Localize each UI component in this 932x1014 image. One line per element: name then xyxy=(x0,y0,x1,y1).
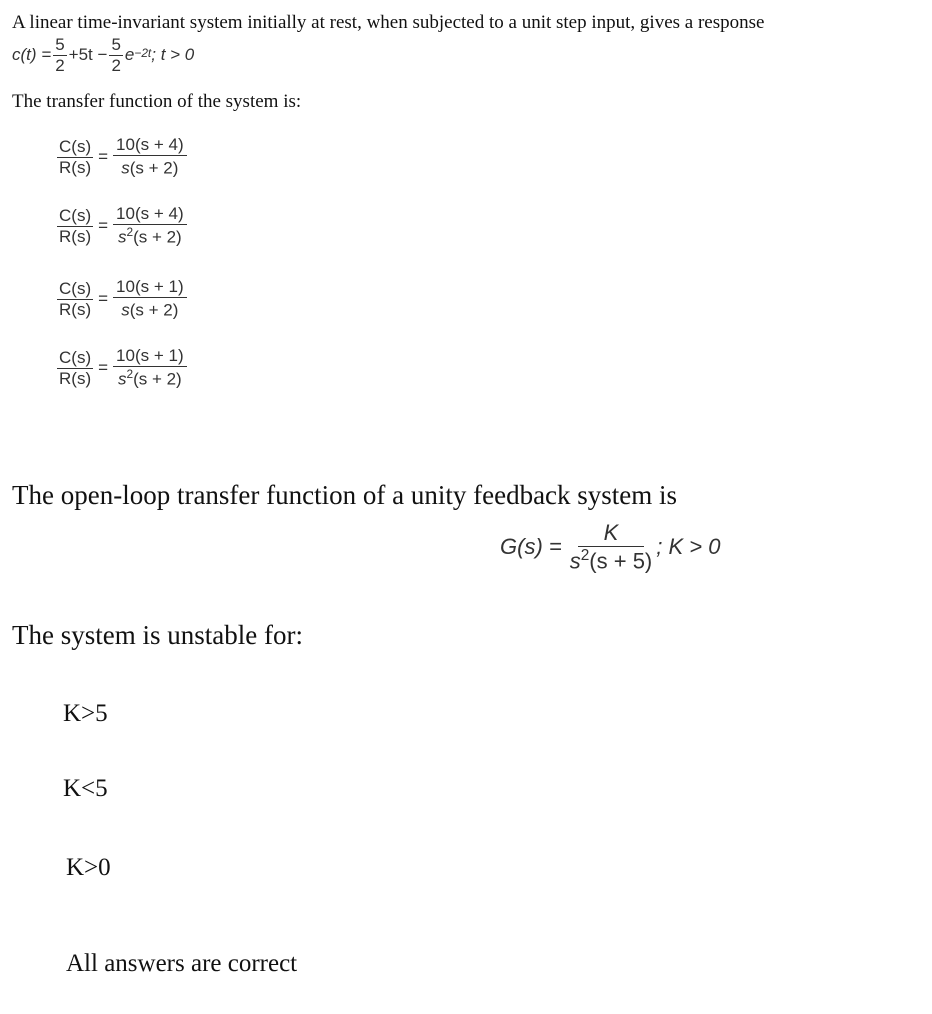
option-1-rhs-numerator: 10(s + 4) xyxy=(113,136,187,156)
gs-lhs: G(s) = xyxy=(500,534,562,559)
question2-prompt: The system is unstable for: xyxy=(12,620,303,650)
option-3-lhs-denominator: R(s) xyxy=(59,299,92,319)
option-3-rhs-numerator: 10(s + 1) xyxy=(113,278,187,298)
question1-stem: A linear time-invariant system initially at rest, when subjected to a unit step input, gives a response xyxy=(12,12,765,33)
option-2-rhs-denominator: $s^2(s + 2)$ xyxy=(117,225,182,247)
response-fraction-1 xyxy=(53,36,66,75)
option-3-rhs-denominator: s(s + 2) xyxy=(121,300,179,320)
answer-option-4[interactable] xyxy=(55,343,189,393)
option-4-lhs-denominator: R(s) xyxy=(59,368,92,388)
option-3-rhs xyxy=(113,278,187,319)
response-lhs: c(t) = xyxy=(12,45,52,64)
answer-option-2[interactable] xyxy=(55,201,189,251)
option-1-lhs xyxy=(57,138,93,177)
fraction-1-numerator: 5 xyxy=(55,34,65,54)
option-2-equals: = xyxy=(98,216,109,235)
fraction-2-denominator: 2 xyxy=(111,55,121,75)
exponential-base: e xyxy=(124,45,135,64)
option-1-rhs-denominator: s(s + 2) xyxy=(121,158,179,178)
fraction-1-denominator: 2 xyxy=(55,55,65,75)
option-2-lhs-denominator: R(s) xyxy=(59,226,92,246)
response-condition: ; t > 0 xyxy=(151,45,195,64)
option-1-lhs-numerator: C(s) xyxy=(59,136,92,156)
option-1-equals: = xyxy=(98,147,109,166)
option-3-lhs-numerator: C(s) xyxy=(59,278,92,298)
option-1-lhs-denominator: R(s) xyxy=(59,157,92,177)
open-loop-transfer-function xyxy=(500,514,720,580)
answer-choice-2[interactable]: K<5 xyxy=(63,775,108,802)
option-2-rhs xyxy=(113,205,187,246)
option-4-rhs xyxy=(113,347,187,388)
option-4-rhs-numerator: 10(s + 1) xyxy=(113,347,187,367)
response-middle-term: +5t − xyxy=(68,45,108,64)
option-4-lhs-numerator: C(s) xyxy=(59,347,92,367)
option-2-lhs-numerator: C(s) xyxy=(59,205,92,225)
answer-choice-1[interactable]: K>5 xyxy=(63,700,108,727)
gs-fraction xyxy=(568,521,655,573)
option-2-rhs-numerator: 10(s + 4) xyxy=(113,205,187,225)
option-4-rhs-denominator: $s^2(s + 2)$ xyxy=(117,367,182,389)
option-4-equals: = xyxy=(98,358,109,377)
answer-option-1[interactable] xyxy=(55,132,189,182)
question2-stem: The open-loop transfer function of a unity feedback system is xyxy=(12,480,678,510)
option-4-lhs xyxy=(57,349,93,388)
step-response-equation xyxy=(12,33,194,77)
fraction-2-numerator: 5 xyxy=(111,34,121,54)
gs-denominator: $s^2(s + 5)$ xyxy=(569,547,653,574)
option-1-rhs xyxy=(113,136,187,177)
question1-prompt: The transfer function of the system is: xyxy=(12,91,302,112)
option-3-lhs xyxy=(57,280,93,319)
gs-numerator: K xyxy=(578,521,645,547)
option-2-lhs xyxy=(57,207,93,246)
gs-condition: ; K > 0 xyxy=(656,534,721,559)
answer-choice-4[interactable]: All answers are correct xyxy=(66,950,298,977)
option-3-equals: = xyxy=(98,289,109,308)
answer-choice-3[interactable]: K>0 xyxy=(66,854,111,881)
response-fraction-2 xyxy=(109,36,122,75)
answer-option-3[interactable] xyxy=(55,274,189,324)
exponential-power: −2t xyxy=(134,46,152,61)
